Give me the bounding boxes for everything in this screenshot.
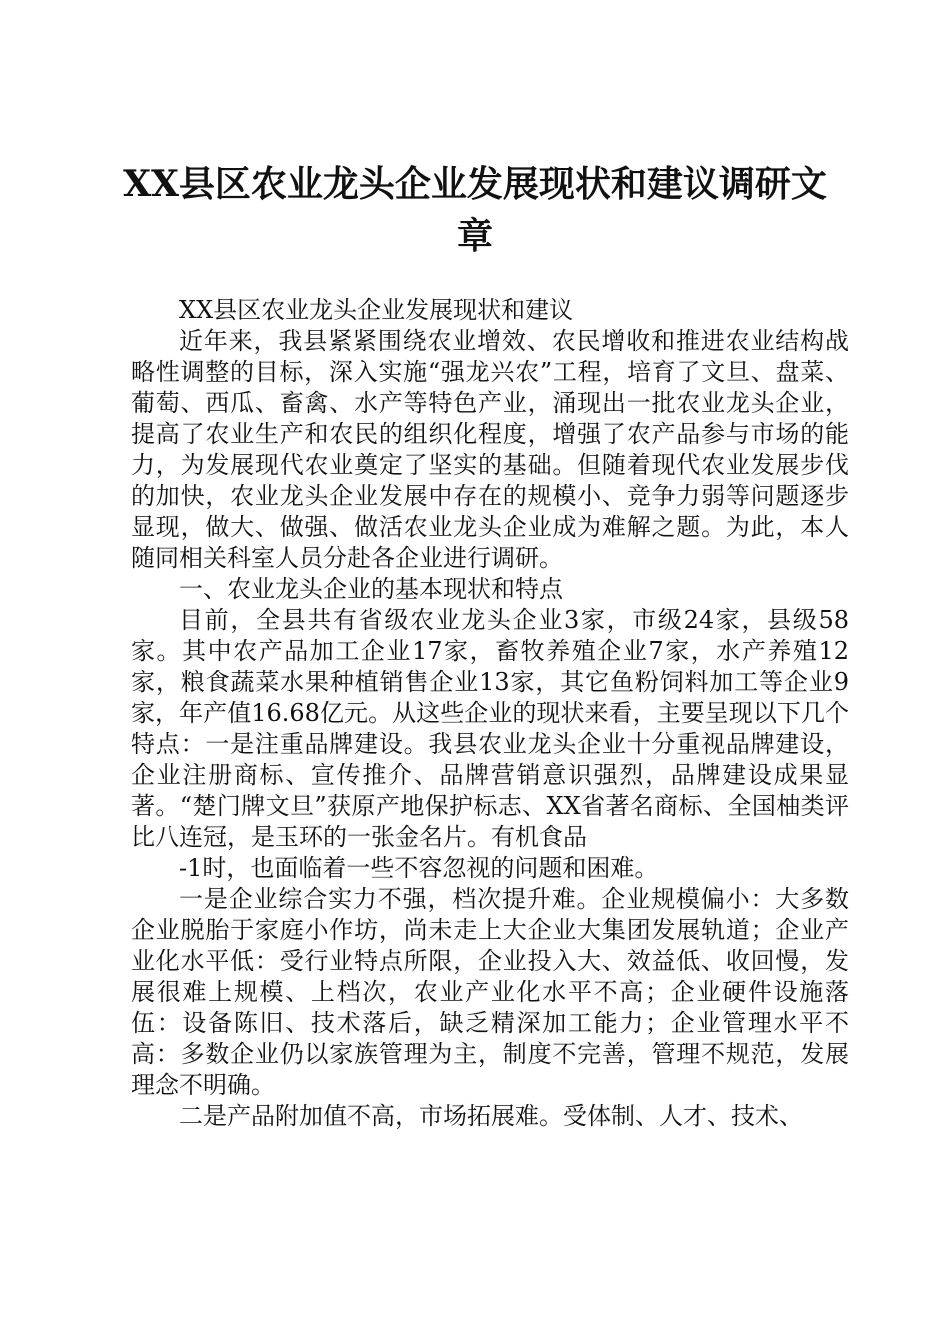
transition-paragraph: -1时，也面临着一些不容忽视的问题和困难。 [179, 854, 659, 882]
document-body [131, 295, 849, 1132]
section-heading: 一、农业龙头企业的基本现状和特点 [179, 575, 563, 603]
subtitle-paragraph: XX县区农业龙头企业发展现状和建议 [179, 296, 574, 324]
problem-one-paragraph: 一是企业综合实力不强，档次提升难。企业规模偏小：大多数企业脱胎于家庭小作坊，尚未走上大企业大集团发展轨道；企业产业化水平低：受行业特点所限，企业投入大、效益低、收回慢，发展很难上规模、上档次，农业产业化水平不高；企业硬件设施落伍：设备陈旧、技术落后，缺乏精深加工能力；企业管理水平不高：多数企业仍以家族管理为主，制度不完善，管理不规范，发展理念不明确。 [131, 885, 849, 1099]
problem-two-paragraph: 二是产品附加值不高，市场拓展难。受体制、人才、技术、 [179, 1102, 803, 1130]
status-paragraph: 目前，全县共有省级农业龙头企业3家，市级24家，县级58家。其中农产品加工企业17家，畜牧养殖企业7家，水产养殖12家，粮食蔬菜水果种植销售企业13家，其它鱼粉饲料加工等企业9家，年产值16.68亿元。从这些企业的现状来看，主要呈现以下几个特点：一是注重品牌建设。我县农业龙头企业十分重视品牌建设，企业注册商标、宣传推介、品牌营销意识强烈，品牌建设成果显著。“楚门牌文旦”获原产地保护标志、XX省著名商标、全国柚类评比八连冠，是玉环的一张金名片。有机食品 [131, 606, 849, 851]
intro-paragraph: 近年来，我县紧紧围绕农业增效、农民增收和推进农业结构战略性调整的目标，深入实施“强龙兴农”工程，培育了文旦、盘菜、葡萄、西瓜、畜禽、水产等特色产业，涌现出一批农业龙头企业，提高了农业生产和农民的组织化程度，增强了农产品参与市场的能力，为发展现代农业奠定了坚实的基础。但随着现代农业发展步伐的加快，农业龙头企业发展中存在的规模小、竞争力弱等问题逐步显现，做大、做强、做活农业龙头企业成为难解之题。为此，本人随同相关科室人员分赴各企业进行调研。 [131, 327, 849, 572]
document-title: XX县区农业龙头企业发展现状和建议调研文章 [123, 163, 827, 257]
